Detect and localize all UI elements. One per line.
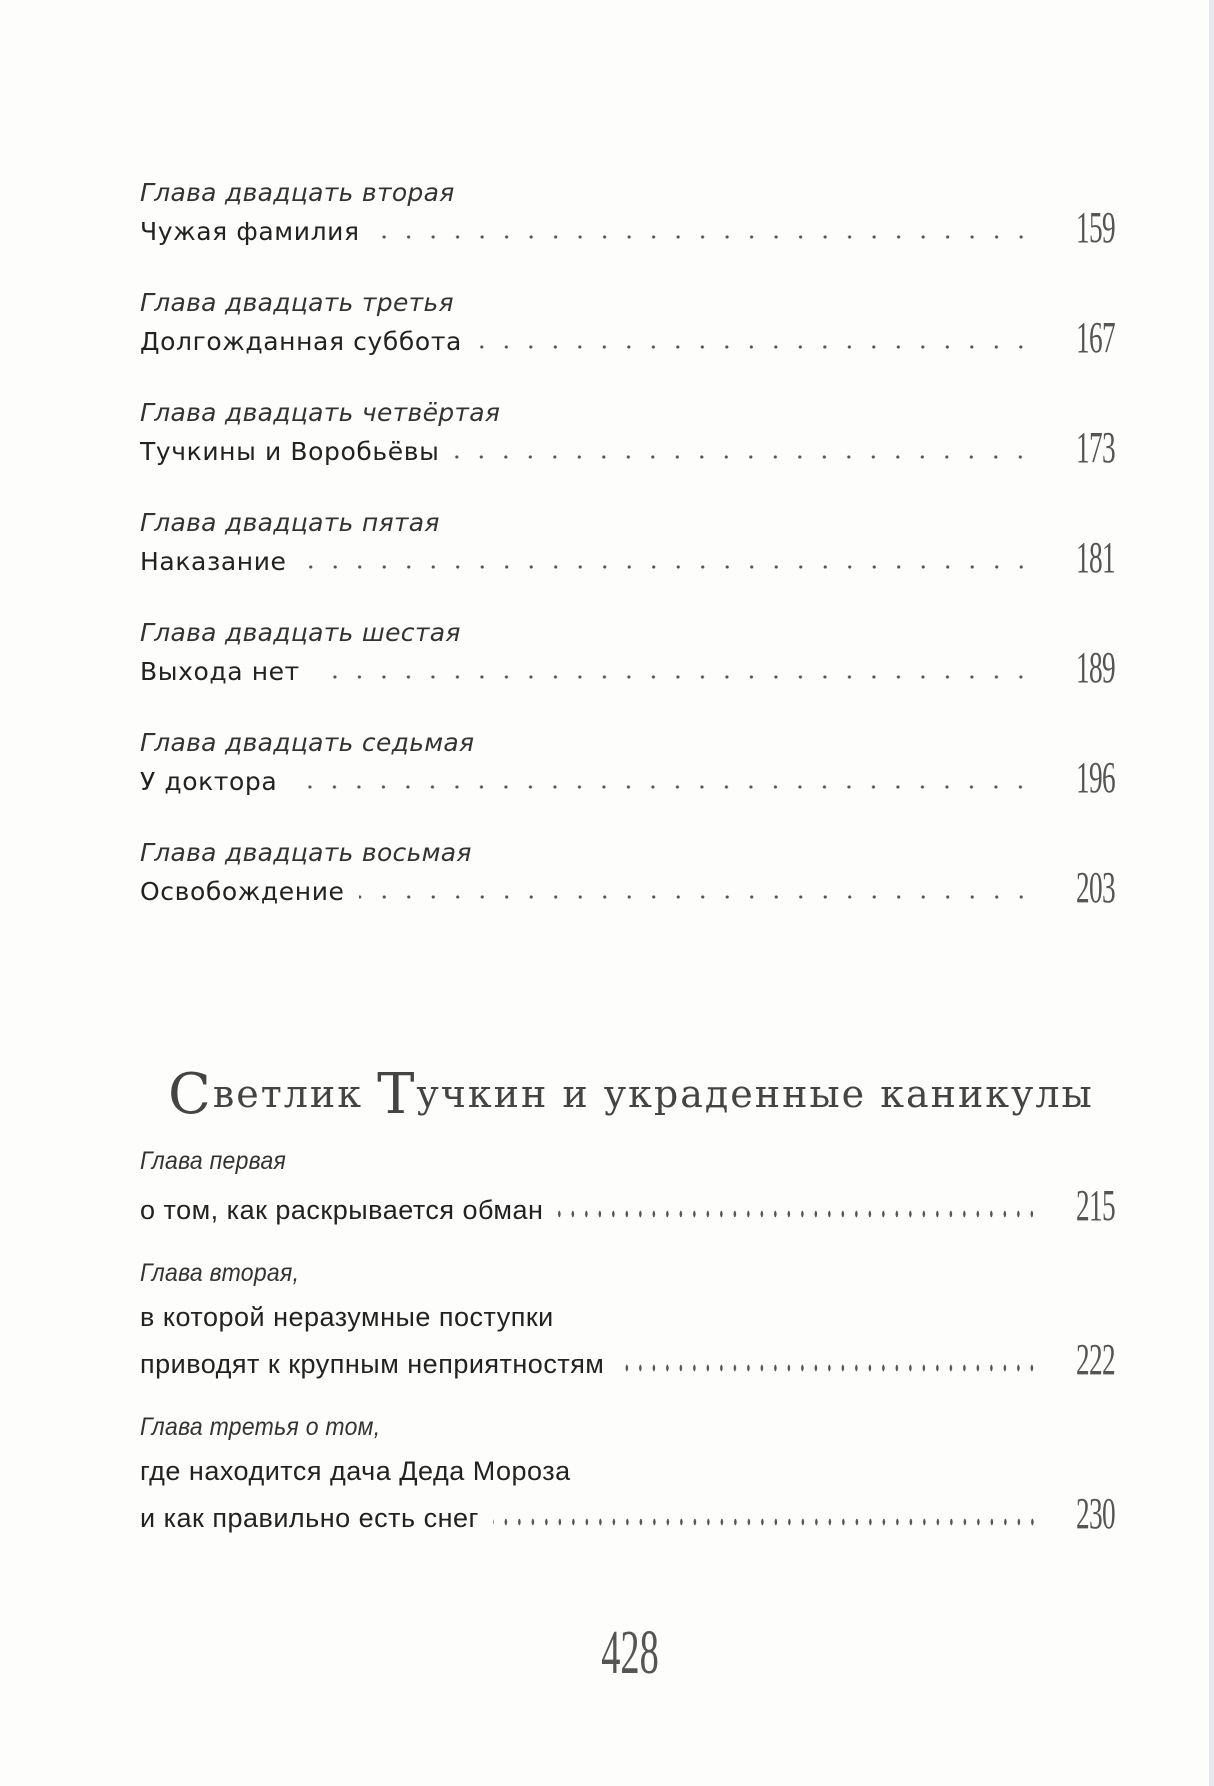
chapter-title: Выхода нет [140, 657, 300, 686]
chapter-label: Глава двадцать восьмая [140, 838, 472, 867]
toc-entry[interactable] [140, 1410, 1115, 1536]
chapter-label: Глава двадцать шестая [140, 618, 461, 647]
heading-initial: Т [377, 1062, 417, 1127]
chapter-title: Чужая фамилия [140, 217, 360, 246]
page-edge [1209, 0, 1214, 1786]
chapter-title: Долгожданная суббота [140, 327, 462, 356]
dot-leader [291, 785, 1033, 789]
dot-leader [493, 1517, 1039, 1527]
page-number: 203 [1075, 863, 1115, 912]
toc-entry[interactable] [140, 396, 1115, 470]
toc-entry[interactable] [140, 616, 1115, 690]
page-number: 173 [1075, 423, 1115, 472]
toc-entry[interactable] [140, 1256, 1115, 1382]
toc-entry[interactable] [140, 286, 1115, 360]
chapter-label: Глава вторая, [140, 1259, 300, 1287]
page-number: 167 [1075, 313, 1115, 362]
dot-leader [359, 895, 1033, 899]
heading-text: учкин и украденные каникулы [416, 1072, 1094, 1116]
chapter-title-line: в которой неразумные поступки [140, 1302, 554, 1332]
page-number: 196 [1075, 753, 1115, 802]
chapter-label: Глава первая [140, 1147, 287, 1175]
chapter-label: Глава двадцать четвёртая [140, 398, 501, 427]
page-number: 181 [1075, 533, 1115, 582]
dot-leader [314, 675, 1033, 679]
chapter-title: о том, как раскрывается обман [140, 1195, 544, 1225]
page-number: 189 [1075, 643, 1115, 692]
chapter-title: Наказание [140, 547, 287, 576]
page-number: 230 [1075, 1489, 1115, 1538]
chapter-title: Освобождение [140, 877, 345, 906]
section-heading [168, 1062, 1108, 1127]
chapter-label: Глава третья о том, [140, 1413, 381, 1441]
chapter-title: и как правильно есть снег [140, 1503, 479, 1533]
page-number: 159 [1075, 203, 1115, 252]
chapter-title: У доктора [140, 767, 278, 796]
chapter-label: Глава двадцать пятая [140, 508, 440, 537]
dot-leader [476, 345, 1033, 349]
chapter-title: приводят к крупным неприятностям [140, 1349, 605, 1379]
dot-leader [453, 455, 1033, 459]
dot-leader [374, 235, 1033, 239]
chapter-title: Тучкины и Воробьёвы [140, 437, 440, 466]
chapter-label: Глава двадцать вторая [140, 178, 455, 207]
page-folio: 428 [601, 1619, 659, 1687]
toc-entry[interactable] [140, 726, 1115, 800]
toc-entry[interactable] [140, 836, 1115, 910]
dot-leader [301, 565, 1033, 569]
page-number: 215 [1075, 1181, 1115, 1230]
dot-leader [618, 1363, 1039, 1373]
chapter-label: Глава двадцать седьмая [140, 728, 475, 757]
chapter-title-line: где находится дача Деда Мороза [140, 1456, 571, 1486]
toc-entry[interactable] [140, 1144, 1115, 1228]
chapter-label: Глава двадцать третья [140, 288, 454, 317]
toc-entry[interactable] [140, 176, 1115, 250]
heading-text: ветлик [212, 1072, 378, 1116]
heading-initial: С [168, 1062, 213, 1127]
page-number: 222 [1075, 1335, 1115, 1384]
dot-leader [557, 1209, 1039, 1219]
toc-entry[interactable] [140, 506, 1115, 580]
